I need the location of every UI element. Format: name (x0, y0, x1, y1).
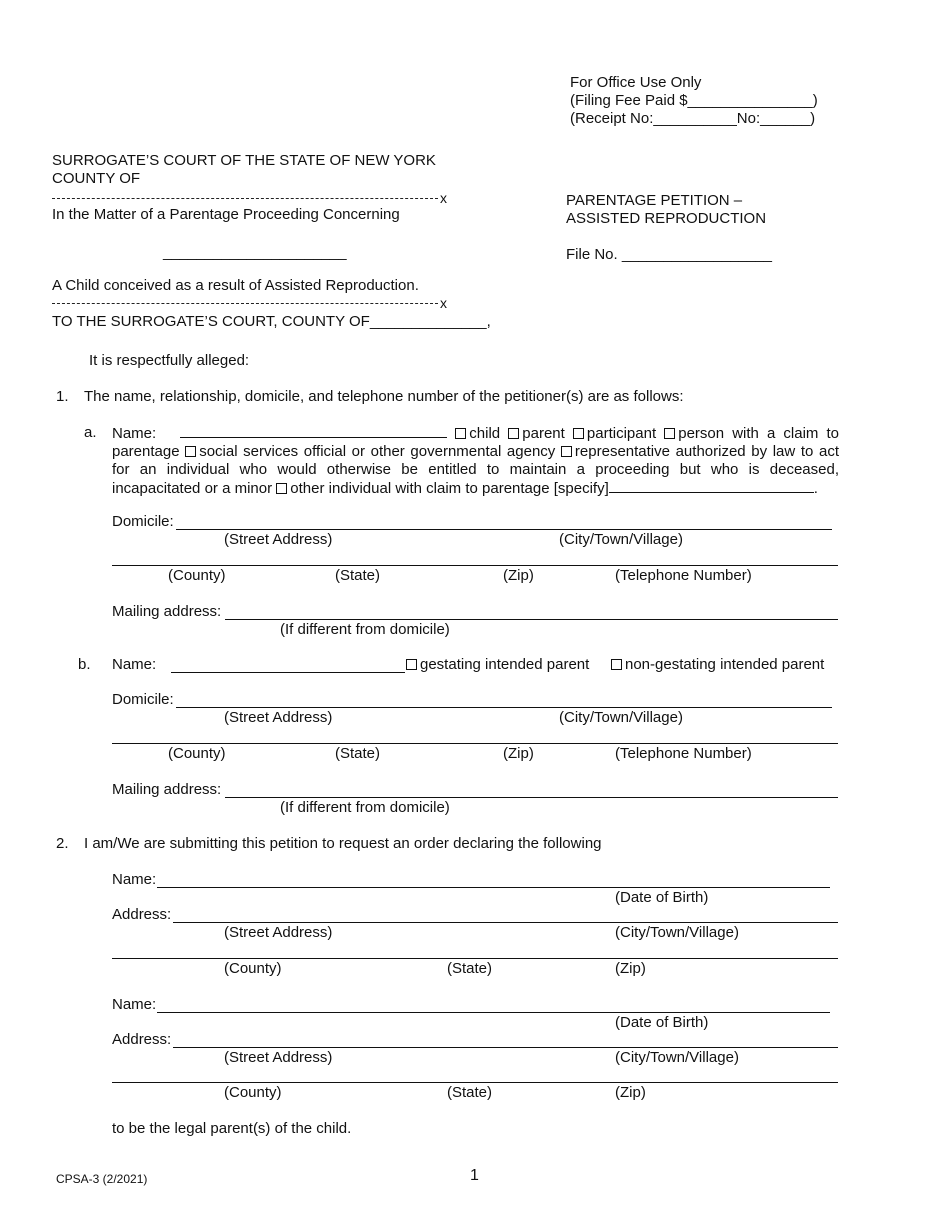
child-name-field[interactable]: ______________________ (163, 244, 347, 261)
phone-caption: (Telephone Number) (615, 745, 752, 762)
item1b-label: b. (78, 656, 91, 673)
dob-caption: (Date of Birth) (615, 1014, 709, 1031)
state-caption: (State) (335, 745, 381, 762)
address-label: Address: (112, 1031, 172, 1048)
domicile-a-line2[interactable] (112, 565, 838, 566)
if-different-caption: (If different from domicile) (280, 621, 450, 638)
declared-parent-1-address-line2[interactable] (112, 958, 838, 959)
name-label: Name: (112, 996, 157, 1013)
item1-number: 1. (56, 388, 69, 405)
mailing-b-line[interactable] (225, 797, 838, 798)
caption-top-divider (52, 198, 438, 199)
participant-checkbox[interactable] (573, 428, 584, 439)
address-label: Address: (112, 906, 172, 923)
representative-option-label: representative authorized by law to act for an individual who would otherwise be entitled to maintain a proceeding but who is deceased, incapacitated or a minor (112, 443, 839, 497)
street-caption: (Street Address) (224, 1049, 333, 1066)
claim-checkbox[interactable] (664, 428, 675, 439)
state-caption: (State) (447, 960, 493, 977)
street-caption: (Street Address) (224, 709, 333, 726)
item1a-label: a. (84, 424, 97, 441)
other-claim-specify-field[interactable] (609, 479, 814, 493)
parent-checkbox[interactable] (508, 428, 519, 439)
caption-bottom-x: x (440, 295, 447, 311)
name-label: Name: (112, 425, 157, 442)
dob-caption: (Date of Birth) (615, 889, 709, 906)
item2-number: 2. (56, 835, 69, 852)
zip-caption: (Zip) (503, 745, 534, 762)
caption-bottom-divider (52, 303, 438, 304)
court-heading: SURROGATE’S COURT OF THE STATE OF NEW YORK (52, 152, 436, 169)
declared-parent-2-address-line2[interactable] (112, 1082, 838, 1083)
nongestating-checkbox[interactable] (611, 659, 622, 670)
city-caption: (City/Town/Village) (559, 709, 683, 726)
county-caption: (County) (224, 960, 282, 977)
street-caption: (Street Address) (224, 531, 333, 548)
social-services-checkbox[interactable] (185, 446, 196, 457)
gestating-checkbox[interactable] (406, 659, 417, 670)
intro-text: It is respectfully alleged: (89, 352, 250, 369)
nongestating-option-label: non-gestating intended parent (625, 656, 825, 673)
matter-line: In the Matter of a Parentage Proceeding Concerning (52, 206, 400, 223)
zip-caption: (Zip) (503, 567, 534, 584)
county-caption: (County) (168, 745, 226, 762)
county-caption: (County) (224, 1084, 282, 1101)
to-court-line[interactable]: TO THE SURROGATE’S COURT, COUNTY OF______________, (52, 313, 491, 330)
filing-fee-field[interactable]: (Filing Fee Paid $_______________) (570, 92, 818, 109)
domicile-a-line[interactable] (176, 529, 832, 530)
form-id: CPSA-3 (2/2021) (56, 1172, 148, 1186)
declared-parent-1-name-field[interactable] (157, 887, 830, 888)
representative-checkbox[interactable] (561, 446, 572, 457)
declared-parent-1-address-field[interactable] (173, 922, 838, 923)
gestating-option-label: gestating intended parent (420, 656, 590, 673)
street-caption: (Street Address) (224, 924, 333, 941)
petition-title-line1: PARENTAGE PETITION – (566, 192, 743, 209)
office-use-title: For Office Use Only (570, 74, 702, 91)
domicile-b-line2[interactable] (112, 743, 838, 744)
domicile-label: Domicile: (112, 691, 174, 708)
item1a-paragraph: Name: child parent participant person with a claim to parentage social services official or other governmental agency representative authorized by law to act for an individual who would otherwise be entitled to maintain a proceeding but who is deceased, incapacitated or a minor other individual with claim to parentage [specify] . (112, 425, 840, 497)
phone-caption: (Telephone Number) (615, 567, 752, 584)
parent-option-label: parent (522, 425, 565, 442)
city-caption: (City/Town/Village) (615, 924, 739, 941)
domicile-b-line[interactable] (176, 707, 832, 708)
county-caption: (County) (168, 567, 226, 584)
child-description: A Child conceived as a result of Assisted Reproduction. (52, 277, 419, 294)
name-label: Name: (112, 871, 157, 888)
petitioner-a-name-field[interactable] (180, 424, 447, 438)
receipt-field[interactable]: (Receipt No:__________No:______) (570, 110, 816, 127)
declared-parent-2-address-field[interactable] (173, 1047, 838, 1048)
child-checkbox[interactable] (455, 428, 466, 439)
participant-option-label: participant (586, 425, 657, 442)
petition-title-line2: ASSISTED REPRODUCTION (566, 210, 767, 227)
county-heading: COUNTY OF (52, 170, 141, 187)
file-number-field[interactable]: File No. __________________ (566, 246, 773, 263)
if-different-caption: (If different from domicile) (280, 799, 450, 816)
item2-text: I am/We are submitting this petition to request an order declaring the following (84, 835, 602, 852)
city-caption: (City/Town/Village) (615, 1049, 739, 1066)
declared-parent-2-name-field[interactable] (157, 1012, 830, 1013)
closing-text: to be the legal parent(s) of the child. (112, 1120, 352, 1137)
mailing-label: Mailing address: (112, 603, 222, 620)
social-services-option-label: social services official or other governmental agency (199, 443, 556, 460)
name-label: Name: (112, 656, 157, 673)
page-number: 1 (470, 1167, 479, 1184)
claim-option-label: person with a claim to parentage (112, 425, 840, 460)
state-caption: (State) (447, 1084, 493, 1101)
child-option-label: child (469, 425, 501, 442)
zip-caption: (Zip) (615, 1084, 646, 1101)
other-claim-checkbox[interactable] (276, 483, 287, 494)
domicile-label: Domicile: (112, 513, 174, 530)
zip-caption: (Zip) (615, 960, 646, 977)
mailing-a-line[interactable] (225, 619, 838, 620)
city-caption: (City/Town/Village) (559, 531, 683, 548)
caption-top-x: x (440, 190, 447, 206)
petitioner-b-name-field[interactable] (171, 672, 405, 673)
nongestating-option (611, 656, 824, 674)
state-caption: (State) (335, 567, 381, 584)
gestating-option (406, 656, 589, 674)
item1-text: The name, relationship, domicile, and telephone number of the petitioner(s) are as follows: (84, 388, 684, 405)
other-claim-option-label: other individual with claim to parentage [specify] (290, 480, 609, 497)
mailing-label: Mailing address: (112, 781, 222, 798)
